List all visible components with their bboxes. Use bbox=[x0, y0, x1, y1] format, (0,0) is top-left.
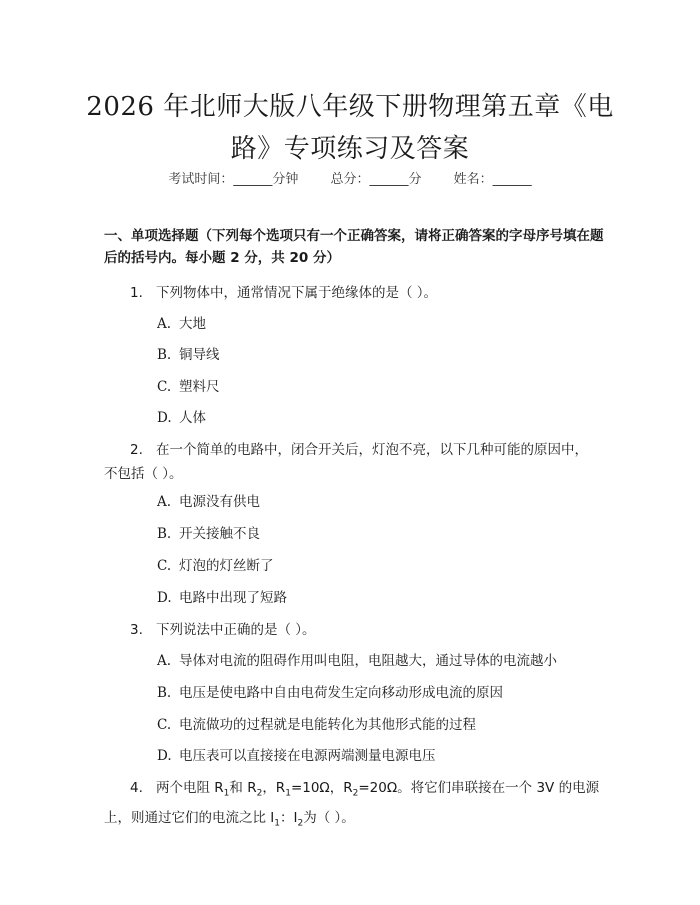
option-2c: C. 灯泡的灯丝断了 bbox=[157, 558, 274, 574]
title-line-2: 路》专项练习及答案 bbox=[230, 134, 470, 164]
option-1a: A. 大地 bbox=[157, 316, 206, 332]
title-line-1: 2026 年北师大版八年级下册物理第五章《电 bbox=[86, 92, 614, 122]
option-2d: D. 电路中出现了短路 bbox=[157, 590, 287, 606]
option-2b: B. 开关接触不良 bbox=[157, 526, 260, 542]
question-text: 下列说法中正确的是（ ）。 bbox=[156, 622, 316, 638]
page-title bbox=[60, 86, 640, 170]
question-number: 2. bbox=[130, 442, 143, 458]
question-number: 3. bbox=[130, 622, 143, 638]
total-score-field: 总分：______分 bbox=[330, 172, 422, 187]
exam-meta bbox=[0, 168, 700, 187]
question-text-cont: 不包括（ ）。 bbox=[104, 466, 183, 482]
option-1c: C. 塑料尺 bbox=[157, 379, 220, 395]
option-3a: A. 导体对电流的阻碍作用叫电阻，电阻越大，通过导体的电流越小 bbox=[157, 653, 557, 669]
option-3c: C. 电流做功的过程就是电能转化为其他形式能的过程 bbox=[157, 717, 476, 733]
question-1 bbox=[104, 281, 604, 305]
question-text: 在一个简单的电路中，闭合开关后，灯泡不亮，以下几种可能的原因中， bbox=[156, 442, 588, 458]
section-heading: 一、单项选择题（下列每个选项只有一个正确答案，请将正确答案的字母序号填在题后的括号内。每小题 2 分，共 20 分） bbox=[104, 228, 604, 266]
question-4: 4. 两个电阻 $R_1$和 $R_2$，$R_1=10\Omega$，$R_2=20\Omega$。将它们串联接在一个 3V 的电源 上，则通过它们的电流之比 $I_1$：$I_2$为（ ）。 bbox=[104, 776, 604, 835]
question-number: 1. bbox=[130, 285, 143, 301]
question-number: 4. bbox=[130, 780, 143, 796]
option-3b: B. 电压是使电路中自由电荷发生定向移动形成电流的原因 bbox=[157, 685, 503, 701]
student-name-field: 姓名：______ bbox=[453, 172, 532, 187]
option-1b: B. 铜导线 bbox=[157, 347, 220, 363]
option-2a: A. 电源没有供电 bbox=[157, 494, 260, 510]
exam-time-field: 考试时间：______分钟 bbox=[168, 172, 299, 187]
option-1d: D. 人体 bbox=[157, 410, 206, 426]
question-3 bbox=[104, 618, 604, 642]
question-text: 下列物体中，通常情况下属于绝缘体的是（ ）。 bbox=[156, 285, 438, 301]
question-2 bbox=[104, 438, 604, 486]
option-3d: D. 电压表可以直接接在电源两端测量电源电压 bbox=[157, 748, 436, 764]
